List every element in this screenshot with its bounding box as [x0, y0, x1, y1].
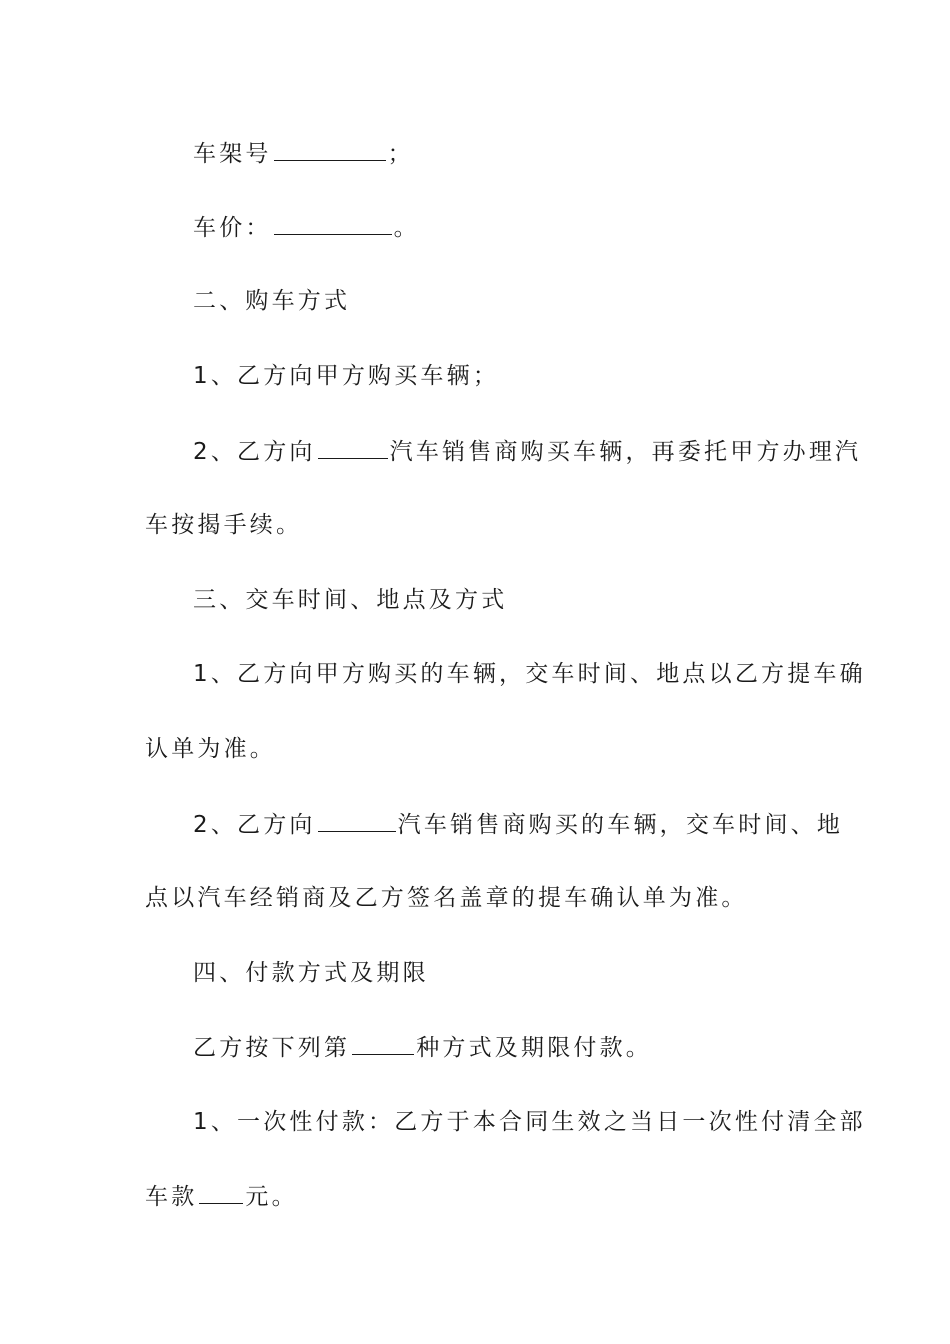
purchase-method-item-2-rest: 汽车销售商购买车辆，再委托甲方办理汽	[389, 439, 862, 465]
frame-number-blank	[274, 138, 386, 161]
frame-number-suffix: ；	[387, 141, 414, 167]
payment-amount-blank	[199, 1181, 243, 1204]
payment-option-lead: 乙方按下列第	[193, 1035, 351, 1061]
section-heading-purchase-method: 二、购车方式	[193, 288, 351, 314]
payment-option-rest: 种方式及期限付款。	[416, 1035, 653, 1061]
frame-number-label: 车架号	[193, 141, 272, 167]
payment-item-1: 1、一次性付款：乙方于本合同生效之当日一次性付清全部	[193, 1109, 866, 1135]
delivery-dealer-blank	[318, 809, 396, 832]
frame-number-line	[193, 138, 414, 169]
car-price-line	[193, 212, 420, 243]
dealer-name-blank	[318, 436, 388, 459]
delivery-item-1: 1、乙方向甲方购买的车辆，交车时间、地点以乙方提车确	[193, 661, 866, 687]
purchase-method-item-2	[193, 436, 861, 467]
payment-item-1-cont	[145, 1181, 298, 1212]
payment-option-line	[193, 1032, 652, 1063]
payment-amount-rest: 元。	[245, 1184, 298, 1210]
car-price-suffix: 。	[393, 215, 420, 241]
delivery-item-2-rest: 汽车销售商购买的车辆，交车时间、地	[397, 812, 844, 838]
payment-amount-lead: 车款	[145, 1184, 198, 1210]
section-heading-delivery: 三、交车时间、地点及方式	[193, 587, 508, 613]
purchase-method-item-1: 1、乙方向甲方购买车辆；	[193, 363, 500, 389]
purchase-method-item-2-cont: 车按揭手续。	[145, 512, 303, 538]
car-price-blank	[274, 212, 392, 235]
payment-option-blank	[352, 1032, 414, 1055]
delivery-item-2	[193, 809, 843, 840]
purchase-method-item-2-lead: 2、乙方向	[193, 439, 316, 465]
car-price-label: 车价：	[193, 215, 272, 241]
delivery-item-2-cont: 点以汽车经销商及乙方签名盖章的提车确认单为准。	[145, 885, 748, 911]
delivery-item-1-cont: 认单为准。	[145, 736, 276, 762]
delivery-item-2-lead: 2、乙方向	[193, 812, 316, 838]
section-heading-payment: 四、付款方式及期限	[193, 960, 429, 986]
